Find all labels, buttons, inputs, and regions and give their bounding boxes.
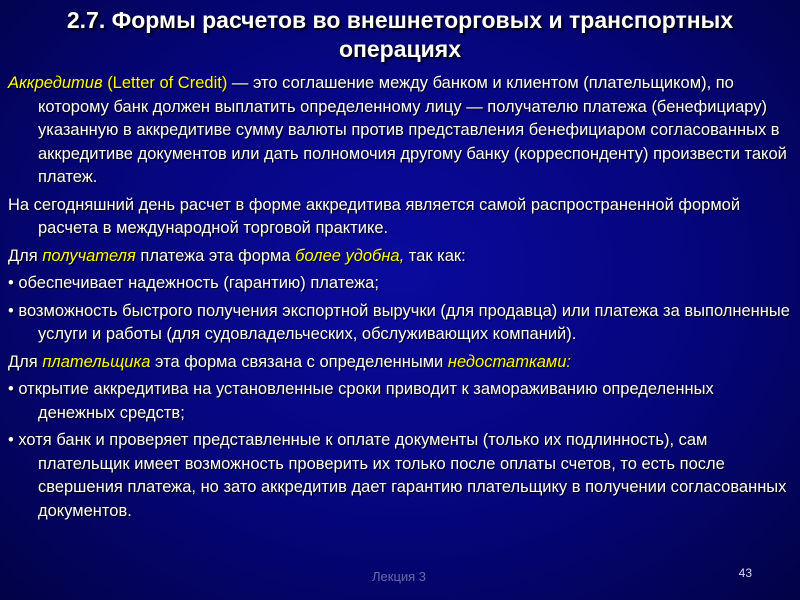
disadvantages-term: недостатками: — [447, 352, 571, 371]
prevalence-paragraph: На сегодняшний день расчет в форме аккредитива является самой распространенной формой расчета в международной торговой практике. — [8, 195, 741, 237]
recipient-intro-c: так как: — [404, 246, 466, 265]
payer-intro — [8, 351, 790, 375]
advantage-bullet-1: • обеспечивает надежность (гарантию) платежа; — [8, 274, 379, 292]
slide-title-line-2: операциях — [338, 36, 462, 62]
term-accreditive: Аккредитив — [8, 74, 103, 92]
payer-intro-a: Для — [8, 352, 43, 371]
definition-paragraph — [8, 72, 790, 190]
page-number: 43 — [738, 566, 752, 580]
payer-intro-b: эта форма связана с определенными — [150, 352, 448, 371]
disadvantage-bullet-1: • открытие аккредитива на установленные сроки приводит к замораживанию определенных денежных средств; — [8, 380, 714, 422]
slide-title-line-1: 2.7. Формы расчетов во внешнеторговых и транспортных — [66, 7, 734, 33]
payer-term: плательщика — [42, 352, 151, 371]
recipient-intro-b: платежа эта форма — [135, 246, 296, 265]
recipient-term: получателя — [42, 246, 136, 265]
advantage-bullet-2: • возможность быстрого получения экспортной выручки (для продавца) или платежа за выполненные услуги и работы (для судовладельческих, обслуживающих компаний). — [8, 301, 790, 343]
more-convenient-term: более удобна, — [295, 246, 405, 265]
definition-text: — это соглашение между банком и клиентом (плательщиком), по которому банк должен выплатить определенному лицу — получателю платежа (бенефициару) указанную в аккредитиве сумму валюты против представления бенефициаром согласованных в аккредитиве документов или дать полномочия другому банку (корреспонденту) произвести такой платеж. — [38, 74, 787, 186]
recipient-intro — [8, 245, 790, 269]
recipient-intro-a: Для — [8, 246, 43, 265]
term-english: (Letter of Credit) — [107, 74, 228, 92]
disadvantage-bullet-2: • хотя банк и проверяет представленные к оплате документы (только их подлинность), сам плательщик имеет возможность проверить их только после оплаты счетов, то есть после свершения платежа, но зато аккредитив дает гарантию плательщику в получении согласованных документов. — [8, 431, 787, 520]
footer-lecture-label: Лекция 3 — [372, 569, 427, 584]
slide-title — [0, 6, 800, 64]
slide-body — [8, 72, 790, 527]
